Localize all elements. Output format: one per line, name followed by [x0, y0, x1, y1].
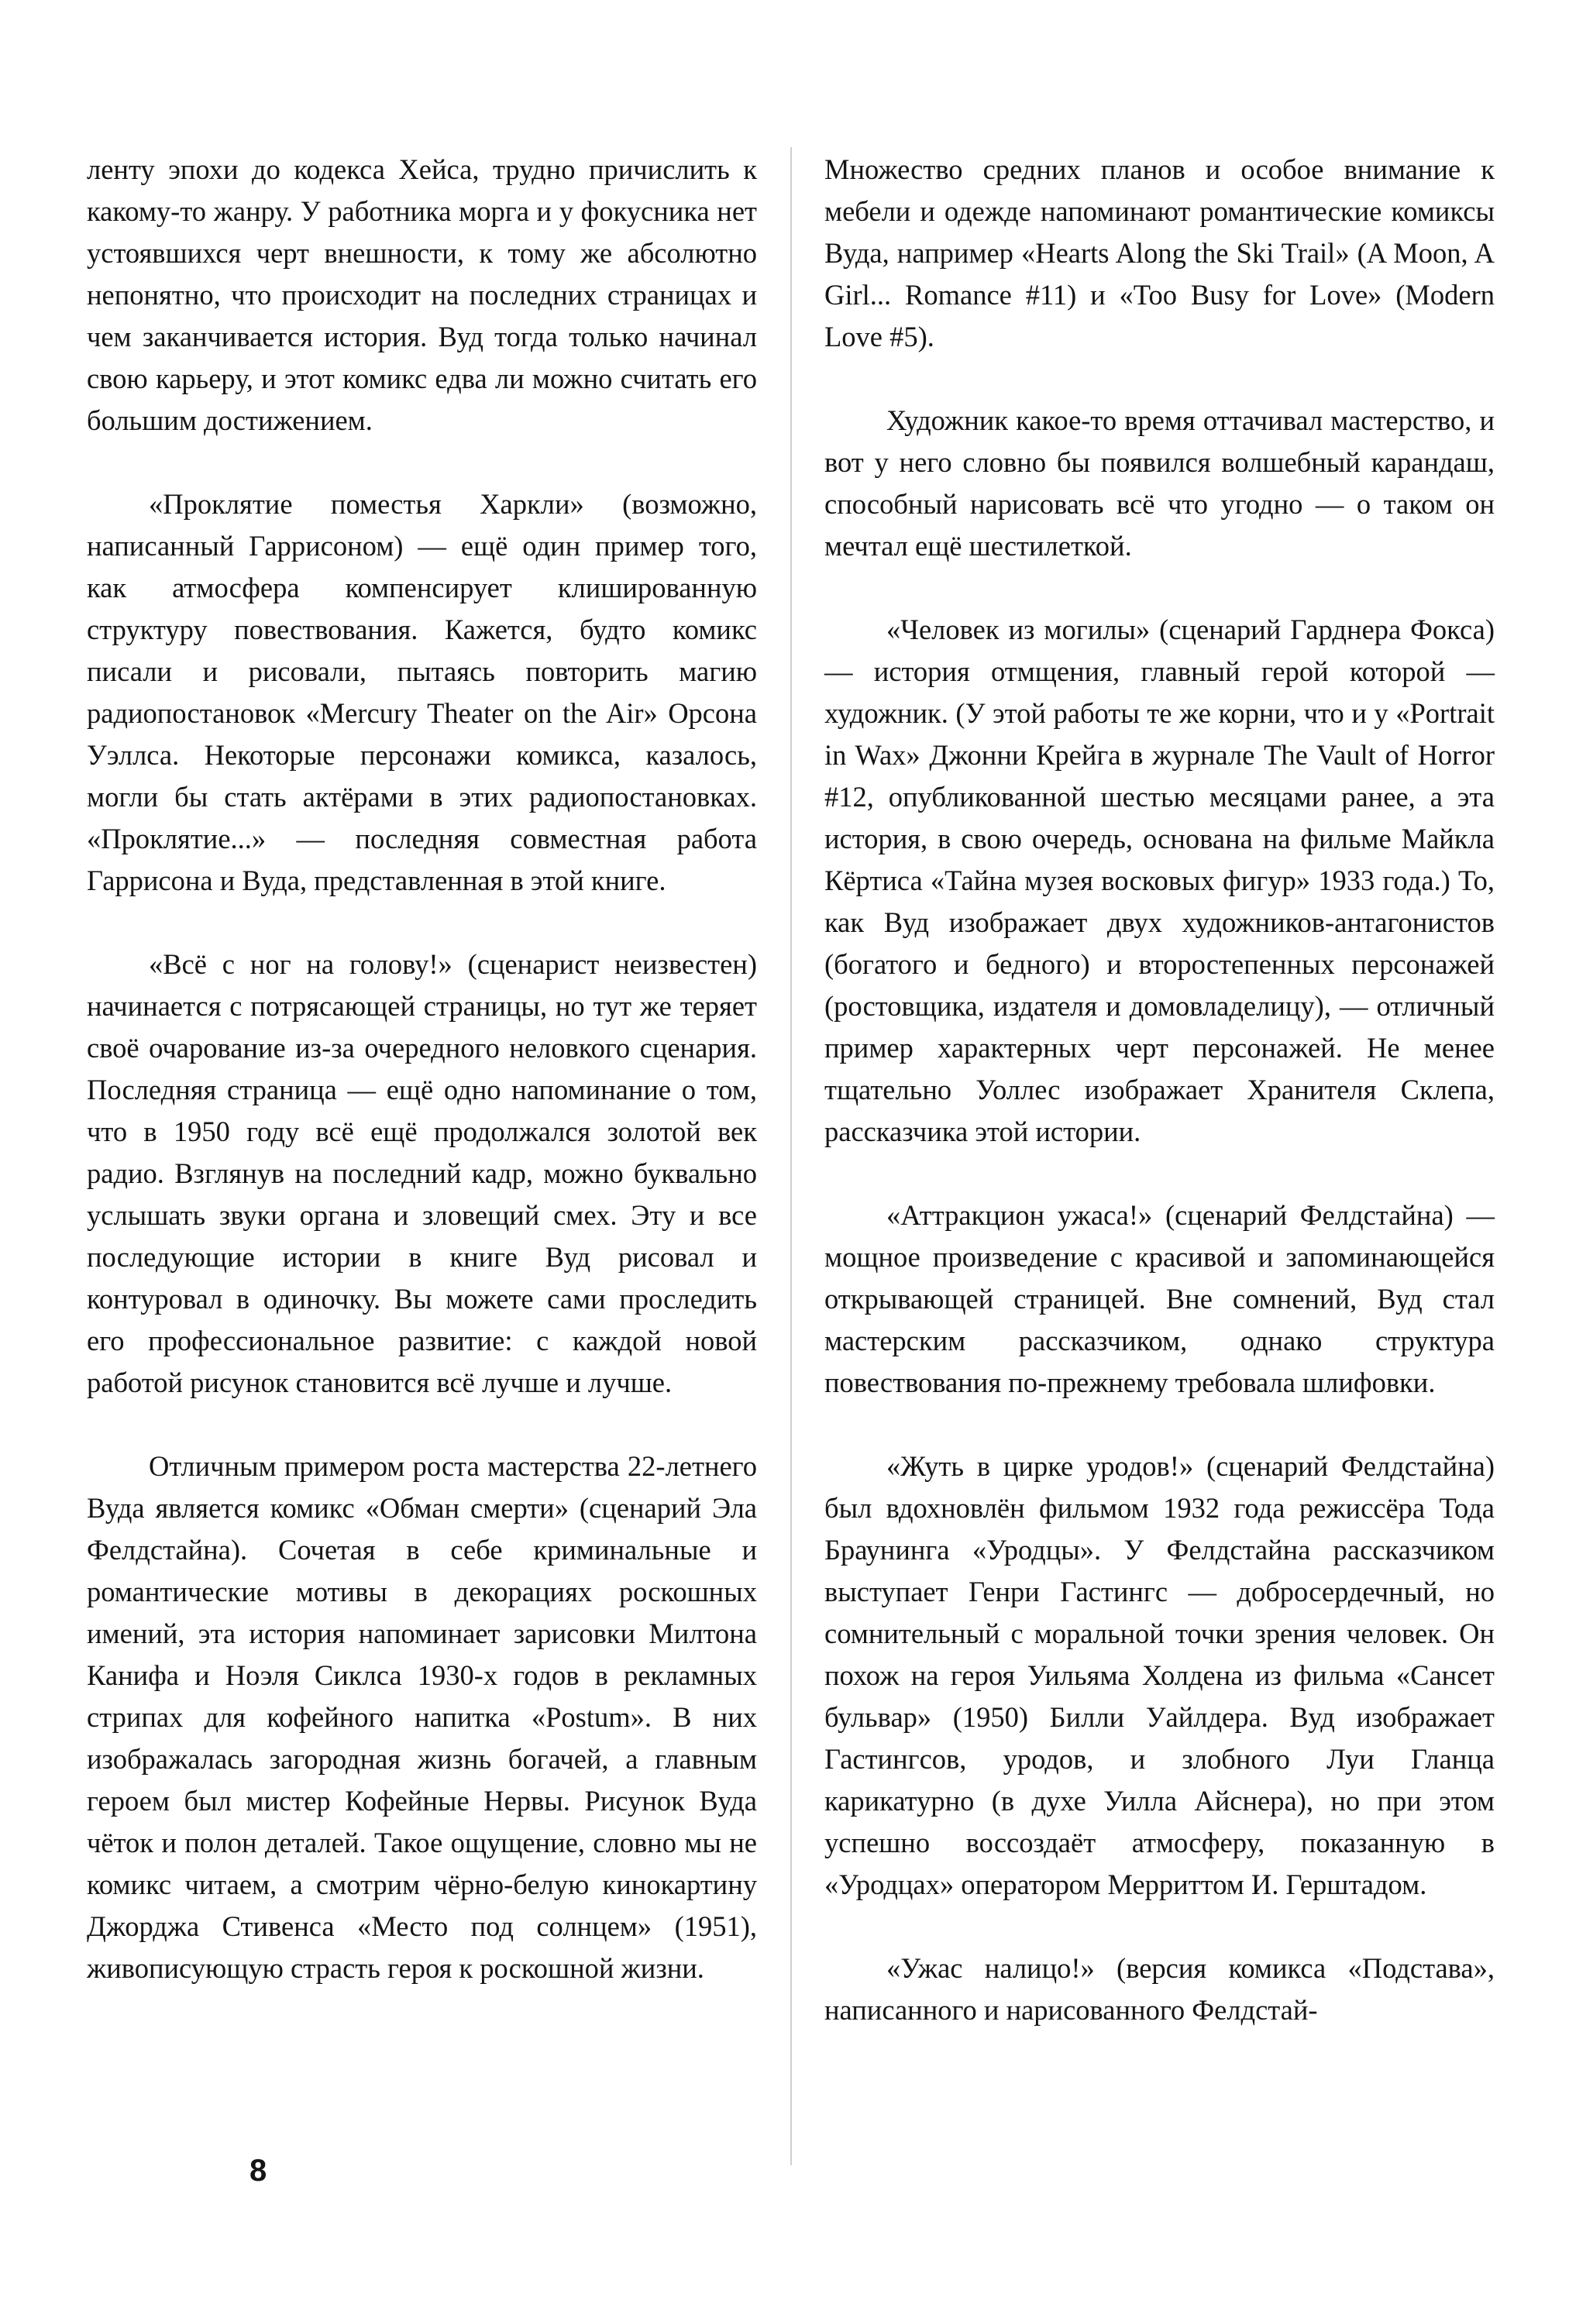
right-column [824, 149, 1495, 2073]
paragraph: «Проклятие поместья Харкли» (возможно, написанный Гаррисоном) — ещё один пример того, как атмосфера компенсирует клишированную структуру повествования. Кажется, будто комикс писали и рисовали, пытаясь повторить магию радиопостановок «Mercury Theater on the Air» Орсона Уэллса. Некоторые персонажи комикса, казалось, могли бы стать актёрами в этих радиопостановках. «Проклятие...» — последняя совместная работа Гаррисона и Вуда, представленная в этой книге. [87, 488, 757, 896]
paragraph: «Жуть в цирке уродов!» (сценарий Фелдстайна) был вдохновлён фильмом 1932 года режиссёра Тода Браунинга «Уродцы». У Фелдстайна рассказчиком выступает Генри Гастингс — добросердечный, но сомнительный с моральной точки зрения человек. Он похож на героя Уильяма Холдена из фильма «Сансет бульвар» (1950) Билли Уайлдера. Вуд изображает Гастингсов, уродов, и злобного Луи Гланца карикатурно (в духе Уилла Айснера), но при этом успешно воссоздаёт атмосферу, показанную в «Уродцах» оператором Мерриттом И. Герштадом. [824, 1450, 1495, 1900]
page-number: 8 [249, 2154, 267, 2188]
paragraph: «Человек из могилы» (сценарий Гарднера Фокса) — история отмщения, главный герой которой — художник. (У этой работы те же корни, что и у «Portrait in Wax» Джонни Крейга в журнале The Vault of Horror #12, опубликованной шестью месяцами ранее, а эта история, в свою очередь, основана на фильме Майкла Кёртиса «Тайна музея восковых фигур» 1933 года.) То, как Вуд изображает двух художников-антагонистов (богатого и бедного) и второстепенных персонажей (ростовщика, издателя и домовладелицу), — отличный пример характерных черт персонажей. Не менее тщательно Уоллес изображает Хранителя Склепа, рассказчика этой истории. [824, 614, 1495, 1147]
paragraph: Множество средних планов и особое внимание к мебели и одежде напоминают романтические комиксы Вуда, например «Hearts Along the Ski Trail» (A Moon, A Girl... Romance #11) и «Too Busy for Love» (Modern Love #5). [824, 153, 1495, 352]
left-column [87, 149, 757, 2031]
paragraph: Отличным примером роста мастерства 22-летнего Вуда является комикс «Обман смерти» (сценарий Эла Фелдстайна). Сочетая в себе криминальные и романтические мотивы в декорациях роскошных имений, эта история напоминает зарисовки Милтона Канифа и Ноэля Сиклса 1930-х годов в рекламных стрипах для кофейного напитка «Postum». В них изображалась загородная жизнь богачей, а главным героем был мистер Кофейные Нервы. Рисунок Вуда чёток и полон деталей. Такое ощущение, словно мы не комикс читаем, а смотрим чёрно-белую кинокартину Джорджа Стивенса «Место под солнцем» (1951), живописующую страсть героя к роскошной жизни. [87, 1450, 757, 1984]
paragraph: «Всё с ног на голову!» (сценарист неизвестен) начинается с потрясающей страницы, но тут же теряет своё очарование из-за очередного неловкого сценария. Последняя страница — ещё одно напоминание о том, что в 1950 году всё ещё продолжался золотой век радио. Взглянув на последний кадр, можно буквально услышать звуки органа и зловещий смех. Эту и все последующие истории в книге Вуд рисовал и контуровал в одиночку. Вы можете сами проследить его профессиональное развитие: с каждой новой работой рисунок становится всё лучше и лучше. [87, 948, 757, 1398]
paragraph: «Аттракцион ужаса!» (сценарий Фелдстайна) — мощное произведение с красивой и запоминающейся открывающей страницей. Вне сомнений, Вуд стал мастерским рассказчиком, однако структура повествования по-прежнему требовала шлифовки. [824, 1199, 1495, 1398]
column-divider [790, 147, 792, 2165]
paragraph: ленту эпохи до кодекса Хейса, трудно причислить к какому-то жанру. У работника морга и у фокусника нет устоявшихся черт внешности, к тому же абсолютно непонятно, что происходит на последних страницах и чем заканчивается история. Вуд тогда только начинал свою карьеру, и этот комикс едва ли можно считать его большим достижением. [87, 153, 757, 436]
paragraph: «Ужас налицо!» (версия комикса «Подстава», написанного и нарисованного Фелдстай- [824, 1952, 1495, 2026]
paragraph: Художник какое-то время оттачивал мастерство, и вот у него словно бы появился волшебный карандаш, способный нарисовать всё что угодно — о таком он мечтал ещё шестилеткой. [824, 404, 1495, 562]
